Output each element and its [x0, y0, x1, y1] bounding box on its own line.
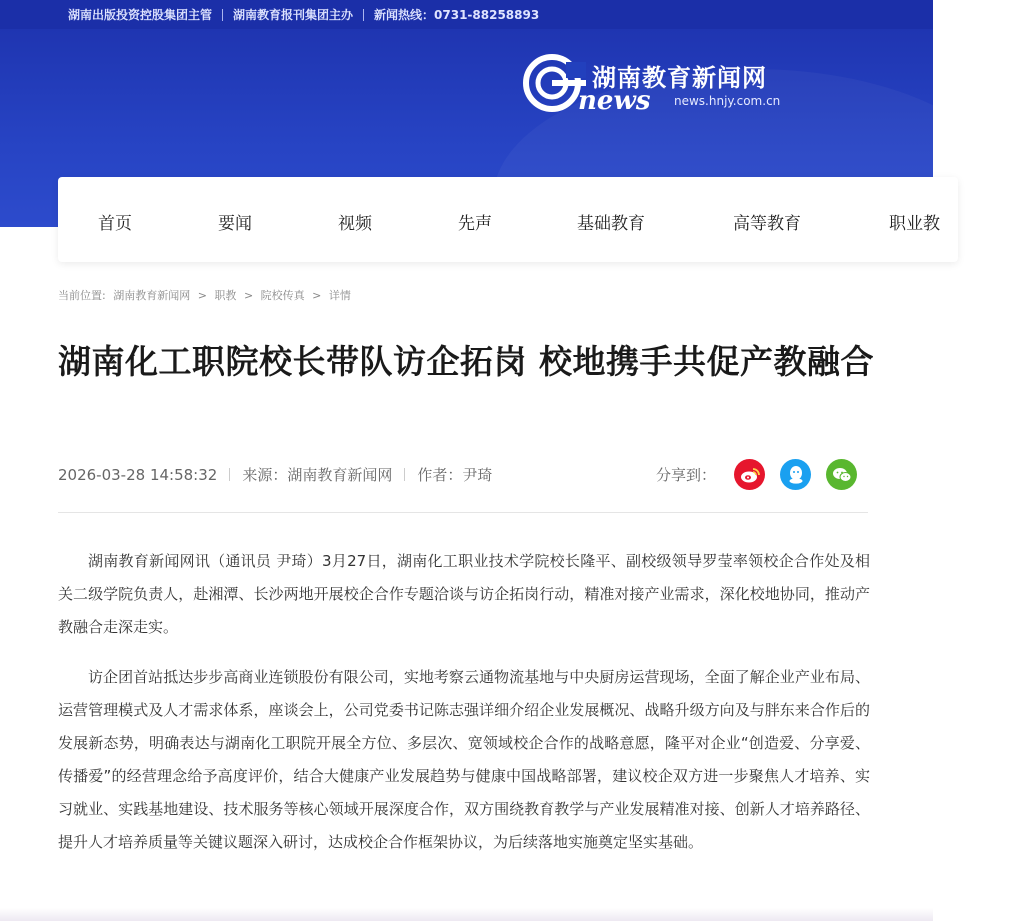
article-author: 作者：尹琦 — [417, 466, 493, 484]
weibo-share-icon[interactable] — [734, 459, 765, 490]
article-body — [58, 545, 870, 876]
header-divider — [58, 512, 868, 513]
nav-item-basic-education[interactable]: 基础教育 — [577, 214, 645, 234]
topbar-divider — [363, 9, 364, 21]
breadcrumb-separator: > — [197, 289, 207, 302]
article-meta — [58, 464, 492, 485]
nav-item-higher-education[interactable]: 高等教育 — [733, 214, 801, 234]
logo-title: 湖南教育新闻网 — [592, 64, 767, 92]
meta-divider — [229, 468, 230, 481]
site-logo[interactable] — [522, 52, 812, 122]
topbar-divider — [222, 9, 223, 21]
breadcrumb-link-home[interactable]: 湖南教育新闻网 — [113, 289, 191, 302]
nav-item-video[interactable]: 视频 — [338, 214, 372, 234]
wechat-share-icon[interactable] — [826, 459, 857, 490]
meta-divider — [404, 468, 405, 481]
breadcrumb-link-college-news[interactable]: 院校传真 — [260, 289, 305, 302]
breadcrumb — [58, 287, 355, 303]
share-bar — [656, 459, 872, 490]
logo-news-word: news — [578, 86, 651, 116]
main-nav — [58, 177, 958, 262]
qq-share-icon[interactable] — [780, 459, 811, 490]
nav-item-vocational-education[interactable]: 职业教 — [889, 214, 940, 234]
nav-item-news[interactable]: 要闻 — [218, 214, 252, 234]
breadcrumb-link-vocational[interactable]: 职教 — [214, 289, 237, 302]
breadcrumb-current: 详情 — [328, 289, 351, 302]
topbar-host: 湖南教育报刊集团主办 — [233, 8, 354, 22]
publish-datetime: 2026-03-28 14:58:32 — [58, 465, 218, 484]
viewport-bottom-edge — [0, 908, 933, 921]
topbar-hotline: 新闻热线：0731-88258893 — [374, 8, 540, 22]
breadcrumb-label: 当前位置: — [58, 289, 106, 302]
article-title: 湖南化工职院校长带队访企拓岗 校地携手共促产教融合 — [58, 342, 874, 381]
logo-url: news.hnjy.com.cn — [674, 94, 781, 108]
nav-item-voice[interactable]: 先声 — [458, 214, 492, 234]
article-paragraph: 访企团首站抵达步步高商业连锁股份有限公司，实地考察云通物流基地与中央厨房运营现场，全面了解企业产业布局、运营管理模式及人才需求体系，座谈会上，公司党委书记陈志强详细介绍企业发展概况、战略升级方向及与胖东来合作后的发展新态势，明确表达与湖南化工职院开展全方位、多层次、宽领域校企合作的战略意愿，隆平对企业“创造爱、分享爱、传播爱”的经营理念给予高度评价，结合大健康产业发展趋势与健康中国战略部署，建议校企双方进一步聚焦人才培养、实习就业、实践基地建设、技术服务等核心领域开展深度合作，双方围绕教育教学与产业发展精准对接、创新人才培养路径、提升人才培养质量等关键议题深入研讨，达成校企合作框架协议，为后续落地实施奠定坚实基础。 — [58, 668, 870, 851]
share-label: 分享到： — [656, 466, 717, 484]
breadcrumb-separator: > — [312, 289, 322, 302]
article-paragraph: 湖南教育新闻网讯（通讯员 尹琦）3月27日，湖南化工职业技术学院校长隆平、副校级领导罗莹率领校企合作处及相关二级学院负责人，赴湘潭、长沙两地开展校企合作专题洽谈与访企拓岗行动，精准对接产业需求，深化校地协同，推动产教融合走深走实。 — [58, 552, 870, 636]
article-source: 来源：湖南教育新闻网 — [242, 466, 393, 484]
breadcrumb-separator: > — [243, 289, 254, 302]
nav-item-home[interactable]: 首页 — [98, 214, 132, 234]
topbar-supervisor: 湖南出版投资控股集团主管 — [68, 8, 213, 22]
top-info-bar — [0, 0, 933, 29]
